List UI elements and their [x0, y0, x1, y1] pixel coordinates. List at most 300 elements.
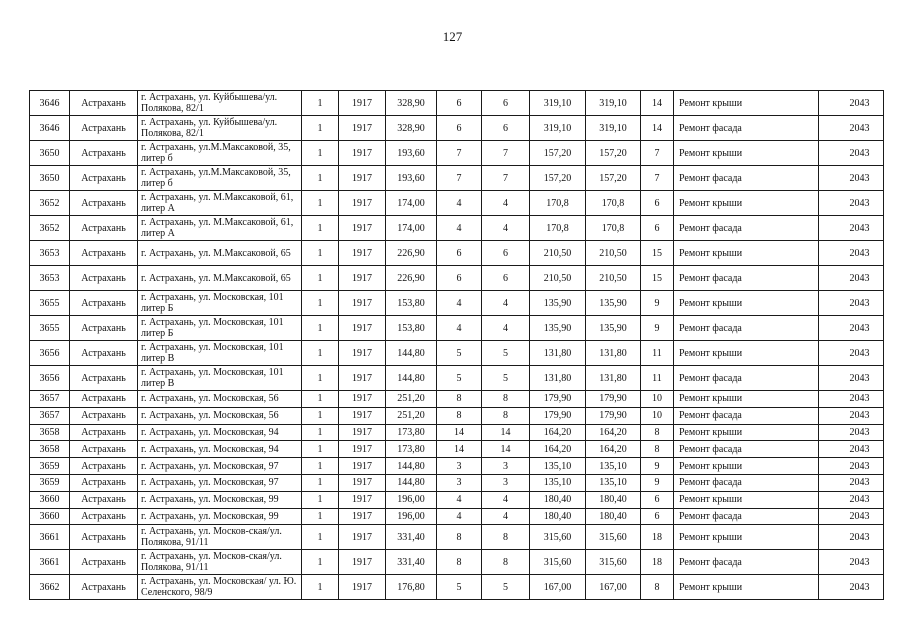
- count-cell: 1: [302, 491, 339, 508]
- address-cell: г. Астрахань, ул. Московская, 101 литер В: [138, 341, 302, 366]
- address-cell: г. Астрахань, ул. Московская, 99: [138, 508, 302, 525]
- col-b-cell: 6: [482, 266, 530, 291]
- term-cell: 2043: [819, 166, 884, 191]
- col-b-cell: 6: [482, 91, 530, 116]
- city-cell: Астрахань: [70, 550, 138, 575]
- total-area-cell: 328,90: [386, 116, 437, 141]
- col-b-cell: 14: [482, 441, 530, 458]
- house-id-cell: 3646: [30, 116, 70, 141]
- year-cell: 1917: [339, 575, 386, 600]
- count-cell: 1: [302, 508, 339, 525]
- count-cell: 1: [302, 191, 339, 216]
- year-cell: 1917: [339, 550, 386, 575]
- col-c-cell: 8: [641, 424, 674, 441]
- table-row: [30, 166, 884, 191]
- count-cell: 1: [302, 525, 339, 550]
- count-cell: 1: [302, 316, 339, 341]
- term-cell: 2043: [819, 391, 884, 408]
- table-row: [30, 474, 884, 491]
- year-cell: 1917: [339, 407, 386, 424]
- term-cell: 2043: [819, 525, 884, 550]
- term-cell: 2043: [819, 141, 884, 166]
- col-c-cell: 6: [641, 191, 674, 216]
- table-row: [30, 508, 884, 525]
- area-3-cell: 135,10: [586, 458, 641, 475]
- col-c-cell: 15: [641, 241, 674, 266]
- col-a-cell: 8: [437, 407, 482, 424]
- col-b-cell: 4: [482, 191, 530, 216]
- term-cell: 2043: [819, 316, 884, 341]
- col-b-cell: 4: [482, 291, 530, 316]
- col-c-cell: 9: [641, 316, 674, 341]
- work-type-cell: Ремонт фасада: [674, 266, 819, 291]
- col-a-cell: 14: [437, 441, 482, 458]
- col-b-cell: 14: [482, 424, 530, 441]
- col-a-cell: 7: [437, 141, 482, 166]
- work-type-cell: Ремонт крыши: [674, 241, 819, 266]
- year-cell: 1917: [339, 266, 386, 291]
- count-cell: 1: [302, 166, 339, 191]
- address-cell: г. Астрахань, ул. Москов-ская/ул. Полякова, 91/11: [138, 550, 302, 575]
- col-c-cell: 14: [641, 91, 674, 116]
- area-2-cell: 135,90: [530, 316, 586, 341]
- area-3-cell: 319,10: [586, 116, 641, 141]
- area-3-cell: 170,8: [586, 216, 641, 241]
- count-cell: 1: [302, 458, 339, 475]
- col-a-cell: 6: [437, 241, 482, 266]
- col-a-cell: 8: [437, 391, 482, 408]
- col-a-cell: 6: [437, 91, 482, 116]
- city-cell: Астрахань: [70, 525, 138, 550]
- table-row: [30, 291, 884, 316]
- year-cell: 1917: [339, 424, 386, 441]
- total-area-cell: 153,80: [386, 291, 437, 316]
- count-cell: 1: [302, 341, 339, 366]
- area-3-cell: 315,60: [586, 525, 641, 550]
- year-cell: 1917: [339, 474, 386, 491]
- count-cell: 1: [302, 575, 339, 600]
- term-cell: 2043: [819, 241, 884, 266]
- col-c-cell: 7: [641, 166, 674, 191]
- count-cell: 1: [302, 424, 339, 441]
- col-c-cell: 9: [641, 291, 674, 316]
- term-cell: 2043: [819, 508, 884, 525]
- address-cell: г. Астрахань, ул. Московская, 101 литер В: [138, 366, 302, 391]
- col-b-cell: 4: [482, 216, 530, 241]
- area-2-cell: 164,20: [530, 441, 586, 458]
- city-cell: Астрахань: [70, 141, 138, 166]
- area-2-cell: 157,20: [530, 141, 586, 166]
- work-type-cell: Ремонт фасада: [674, 441, 819, 458]
- area-2-cell: 170,8: [530, 216, 586, 241]
- city-cell: Астрахань: [70, 391, 138, 408]
- table-row: [30, 266, 884, 291]
- col-a-cell: 5: [437, 366, 482, 391]
- address-cell: г. Астрахань, ул. Московская, 101 литер Б: [138, 291, 302, 316]
- house-id-cell: 3655: [30, 316, 70, 341]
- house-id-cell: 3660: [30, 491, 70, 508]
- address-cell: г. Астрахань, ул. Московская, 94: [138, 424, 302, 441]
- col-b-cell: 6: [482, 241, 530, 266]
- col-c-cell: 9: [641, 458, 674, 475]
- col-a-cell: 3: [437, 474, 482, 491]
- total-area-cell: 144,80: [386, 341, 437, 366]
- work-type-cell: Ремонт крыши: [674, 424, 819, 441]
- city-cell: Астрахань: [70, 424, 138, 441]
- address-cell: г. Астрахань, ул. Московская, 56: [138, 391, 302, 408]
- col-c-cell: 10: [641, 407, 674, 424]
- col-c-cell: 8: [641, 575, 674, 600]
- total-area-cell: 196,00: [386, 508, 437, 525]
- count-cell: 1: [302, 141, 339, 166]
- count-cell: 1: [302, 441, 339, 458]
- total-area-cell: 196,00: [386, 491, 437, 508]
- col-a-cell: 4: [437, 291, 482, 316]
- house-id-cell: 3653: [30, 266, 70, 291]
- col-a-cell: 8: [437, 525, 482, 550]
- col-c-cell: 14: [641, 116, 674, 141]
- work-type-cell: Ремонт крыши: [674, 141, 819, 166]
- house-id-cell: 3662: [30, 575, 70, 600]
- address-cell: г. Астрахань, ул. Московская, 97: [138, 458, 302, 475]
- house-id-cell: 3656: [30, 341, 70, 366]
- total-area-cell: 153,80: [386, 316, 437, 341]
- table-row: [30, 341, 884, 366]
- work-type-cell: Ремонт фасада: [674, 407, 819, 424]
- table-row: [30, 441, 884, 458]
- area-2-cell: 135,10: [530, 474, 586, 491]
- address-cell: г. Астрахань, ул. Московская, 97: [138, 474, 302, 491]
- total-area-cell: 331,40: [386, 550, 437, 575]
- col-c-cell: 6: [641, 508, 674, 525]
- year-cell: 1917: [339, 525, 386, 550]
- col-a-cell: 4: [437, 491, 482, 508]
- address-cell: г. Астрахань, ул. М.Максаковой, 65: [138, 266, 302, 291]
- house-id-cell: 3659: [30, 474, 70, 491]
- term-cell: 2043: [819, 366, 884, 391]
- city-cell: Астрахань: [70, 474, 138, 491]
- col-a-cell: 7: [437, 166, 482, 191]
- address-cell: г. Астрахань, ул. Московская/ ул. Ю. Селенского, 98/9: [138, 575, 302, 600]
- total-area-cell: 173,80: [386, 424, 437, 441]
- col-c-cell: 6: [641, 491, 674, 508]
- table-row: [30, 458, 884, 475]
- work-type-cell: Ремонт крыши: [674, 291, 819, 316]
- col-a-cell: 4: [437, 316, 482, 341]
- term-cell: 2043: [819, 291, 884, 316]
- count-cell: 1: [302, 216, 339, 241]
- year-cell: 1917: [339, 391, 386, 408]
- col-b-cell: 4: [482, 316, 530, 341]
- table-row: [30, 366, 884, 391]
- table-row: [30, 91, 884, 116]
- address-cell: г. Астрахань, ул. М.Максаковой, 61, литер А: [138, 216, 302, 241]
- total-area-cell: 193,60: [386, 166, 437, 191]
- house-id-cell: 3660: [30, 508, 70, 525]
- address-cell: г. Астрахань, ул. Куйбышева/ул. Полякова, 82/1: [138, 116, 302, 141]
- house-id-cell: 3661: [30, 525, 70, 550]
- count-cell: 1: [302, 91, 339, 116]
- col-c-cell: 15: [641, 266, 674, 291]
- area-3-cell: 135,90: [586, 316, 641, 341]
- house-id-cell: 3650: [30, 166, 70, 191]
- year-cell: 1917: [339, 166, 386, 191]
- area-2-cell: 315,60: [530, 550, 586, 575]
- total-area-cell: 173,80: [386, 441, 437, 458]
- term-cell: 2043: [819, 266, 884, 291]
- year-cell: 1917: [339, 508, 386, 525]
- city-cell: Астрахань: [70, 116, 138, 141]
- page-number: 127: [442, 29, 463, 44]
- total-area-cell: 331,40: [386, 525, 437, 550]
- address-cell: г. Астрахань, ул. Московская, 94: [138, 441, 302, 458]
- count-cell: 1: [302, 366, 339, 391]
- area-2-cell: 179,90: [530, 407, 586, 424]
- house-id-cell: 3655: [30, 291, 70, 316]
- area-2-cell: 131,80: [530, 341, 586, 366]
- area-3-cell: 135,90: [586, 291, 641, 316]
- house-id-cell: 3661: [30, 550, 70, 575]
- table-row: [30, 141, 884, 166]
- area-2-cell: 170,8: [530, 191, 586, 216]
- area-3-cell: 157,20: [586, 166, 641, 191]
- col-b-cell: 8: [482, 550, 530, 575]
- term-cell: 2043: [819, 116, 884, 141]
- col-a-cell: 4: [437, 508, 482, 525]
- table-row: [30, 575, 884, 600]
- work-type-cell: Ремонт крыши: [674, 391, 819, 408]
- col-c-cell: 6: [641, 216, 674, 241]
- area-3-cell: 167,00: [586, 575, 641, 600]
- col-a-cell: 14: [437, 424, 482, 441]
- table-row: [30, 550, 884, 575]
- total-area-cell: 144,80: [386, 458, 437, 475]
- total-area-cell: 176,80: [386, 575, 437, 600]
- col-a-cell: 6: [437, 266, 482, 291]
- col-b-cell: 8: [482, 391, 530, 408]
- work-type-cell: Ремонт фасада: [674, 216, 819, 241]
- term-cell: 2043: [819, 491, 884, 508]
- area-3-cell: 164,20: [586, 441, 641, 458]
- count-cell: 1: [302, 241, 339, 266]
- total-area-cell: 328,90: [386, 91, 437, 116]
- total-area-cell: 226,90: [386, 266, 437, 291]
- area-3-cell: 180,40: [586, 508, 641, 525]
- count-cell: 1: [302, 291, 339, 316]
- address-cell: г. Астрахань, ул.М.Максаковой, 35, литер б: [138, 141, 302, 166]
- work-type-cell: Ремонт крыши: [674, 458, 819, 475]
- col-c-cell: 10: [641, 391, 674, 408]
- year-cell: 1917: [339, 441, 386, 458]
- city-cell: Астрахань: [70, 216, 138, 241]
- col-b-cell: 7: [482, 166, 530, 191]
- term-cell: 2043: [819, 575, 884, 600]
- year-cell: 1917: [339, 341, 386, 366]
- year-cell: 1917: [339, 241, 386, 266]
- work-type-cell: Ремонт фасада: [674, 474, 819, 491]
- year-cell: 1917: [339, 366, 386, 391]
- table-row: [30, 525, 884, 550]
- col-b-cell: 4: [482, 508, 530, 525]
- year-cell: 1917: [339, 91, 386, 116]
- year-cell: 1917: [339, 216, 386, 241]
- address-cell: г. Астрахань, ул. Московская, 56: [138, 407, 302, 424]
- table-row: [30, 116, 884, 141]
- area-2-cell: 319,10: [530, 91, 586, 116]
- work-type-cell: Ремонт фасада: [674, 116, 819, 141]
- area-3-cell: 131,80: [586, 366, 641, 391]
- term-cell: 2043: [819, 458, 884, 475]
- term-cell: 2043: [819, 474, 884, 491]
- area-3-cell: 135,10: [586, 474, 641, 491]
- city-cell: Астрахань: [70, 291, 138, 316]
- col-c-cell: 8: [641, 441, 674, 458]
- house-id-cell: 3657: [30, 407, 70, 424]
- area-2-cell: 179,90: [530, 391, 586, 408]
- address-cell: г. Астрахань, ул. М.Максаковой, 61, литер А: [138, 191, 302, 216]
- col-a-cell: 3: [437, 458, 482, 475]
- col-c-cell: 7: [641, 141, 674, 166]
- count-cell: 1: [302, 474, 339, 491]
- work-type-cell: Ремонт крыши: [674, 341, 819, 366]
- count-cell: 1: [302, 550, 339, 575]
- col-b-cell: 7: [482, 141, 530, 166]
- col-b-cell: 5: [482, 341, 530, 366]
- total-area-cell: 226,90: [386, 241, 437, 266]
- area-3-cell: 180,40: [586, 491, 641, 508]
- work-type-cell: Ремонт фасада: [674, 316, 819, 341]
- house-id-cell: 3650: [30, 141, 70, 166]
- col-b-cell: 5: [482, 575, 530, 600]
- area-2-cell: 180,40: [530, 508, 586, 525]
- work-type-cell: Ремонт крыши: [674, 491, 819, 508]
- house-id-cell: 3652: [30, 191, 70, 216]
- address-cell: г. Астрахань, ул. Куйбышева/ул. Полякова, 82/1: [138, 91, 302, 116]
- house-id-cell: 3653: [30, 241, 70, 266]
- house-id-cell: 3646: [30, 91, 70, 116]
- col-b-cell: 4: [482, 491, 530, 508]
- col-a-cell: 4: [437, 216, 482, 241]
- area-2-cell: 164,20: [530, 424, 586, 441]
- term-cell: 2043: [819, 91, 884, 116]
- area-3-cell: 164,20: [586, 424, 641, 441]
- table-row: [30, 391, 884, 408]
- address-cell: г. Астрахань, ул. М.Максаковой, 65: [138, 241, 302, 266]
- area-3-cell: 170,8: [586, 191, 641, 216]
- col-b-cell: 3: [482, 458, 530, 475]
- area-2-cell: 319,10: [530, 116, 586, 141]
- table-row: [30, 491, 884, 508]
- area-3-cell: 179,90: [586, 391, 641, 408]
- area-2-cell: 157,20: [530, 166, 586, 191]
- area-2-cell: 167,00: [530, 575, 586, 600]
- address-cell: г. Астрахань, ул. Московская, 101 литер Б: [138, 316, 302, 341]
- col-c-cell: 18: [641, 525, 674, 550]
- year-cell: 1917: [339, 458, 386, 475]
- city-cell: Астрахань: [70, 241, 138, 266]
- work-type-cell: Ремонт фасада: [674, 366, 819, 391]
- col-b-cell: 6: [482, 116, 530, 141]
- count-cell: 1: [302, 391, 339, 408]
- address-cell: г. Астрахань, ул. Москов-ская/ул. Полякова, 91/11: [138, 525, 302, 550]
- total-area-cell: 251,20: [386, 391, 437, 408]
- col-b-cell: 8: [482, 525, 530, 550]
- year-cell: 1917: [339, 141, 386, 166]
- table-row: [30, 407, 884, 424]
- work-type-cell: Ремонт фасада: [674, 166, 819, 191]
- area-2-cell: 135,10: [530, 458, 586, 475]
- house-id-cell: 3658: [30, 441, 70, 458]
- count-cell: 1: [302, 116, 339, 141]
- area-2-cell: 135,90: [530, 291, 586, 316]
- col-b-cell: 8: [482, 407, 530, 424]
- table-row: [30, 316, 884, 341]
- area-2-cell: 210,50: [530, 266, 586, 291]
- year-cell: 1917: [339, 191, 386, 216]
- year-cell: 1917: [339, 316, 386, 341]
- area-2-cell: 131,80: [530, 366, 586, 391]
- total-area-cell: 193,60: [386, 141, 437, 166]
- area-2-cell: 315,60: [530, 525, 586, 550]
- term-cell: 2043: [819, 341, 884, 366]
- work-type-cell: Ремонт крыши: [674, 91, 819, 116]
- house-id-cell: 3656: [30, 366, 70, 391]
- count-cell: 1: [302, 266, 339, 291]
- table-row: [30, 424, 884, 441]
- repair-register-table: [29, 90, 884, 600]
- year-cell: 1917: [339, 491, 386, 508]
- house-id-cell: 3657: [30, 391, 70, 408]
- col-a-cell: 6: [437, 116, 482, 141]
- area-3-cell: 179,90: [586, 407, 641, 424]
- total-area-cell: 174,00: [386, 216, 437, 241]
- house-id-cell: 3652: [30, 216, 70, 241]
- col-a-cell: 5: [437, 575, 482, 600]
- area-3-cell: 210,50: [586, 266, 641, 291]
- year-cell: 1917: [339, 116, 386, 141]
- col-a-cell: 4: [437, 191, 482, 216]
- work-type-cell: Ремонт крыши: [674, 191, 819, 216]
- area-3-cell: 131,80: [586, 341, 641, 366]
- city-cell: Астрахань: [70, 266, 138, 291]
- address-cell: г. Астрахань, ул.М.Максаковой, 35, литер б: [138, 166, 302, 191]
- house-id-cell: 3659: [30, 458, 70, 475]
- col-c-cell: 11: [641, 366, 674, 391]
- house-id-cell: 3658: [30, 424, 70, 441]
- col-c-cell: 9: [641, 474, 674, 491]
- area-2-cell: 180,40: [530, 491, 586, 508]
- year-cell: 1917: [339, 291, 386, 316]
- col-a-cell: 5: [437, 341, 482, 366]
- city-cell: Астрахань: [70, 166, 138, 191]
- area-3-cell: 319,10: [586, 91, 641, 116]
- city-cell: Астрахань: [70, 491, 138, 508]
- area-3-cell: 157,20: [586, 141, 641, 166]
- table-row: [30, 191, 884, 216]
- address-cell: г. Астрахань, ул. Московская, 99: [138, 491, 302, 508]
- work-type-cell: Ремонт фасада: [674, 550, 819, 575]
- term-cell: 2043: [819, 407, 884, 424]
- city-cell: Астрахань: [70, 91, 138, 116]
- work-type-cell: Ремонт крыши: [674, 575, 819, 600]
- city-cell: Астрахань: [70, 458, 138, 475]
- city-cell: Астрахань: [70, 191, 138, 216]
- term-cell: 2043: [819, 191, 884, 216]
- work-type-cell: Ремонт крыши: [674, 525, 819, 550]
- term-cell: 2043: [819, 441, 884, 458]
- city-cell: Астрахань: [70, 575, 138, 600]
- count-cell: 1: [302, 407, 339, 424]
